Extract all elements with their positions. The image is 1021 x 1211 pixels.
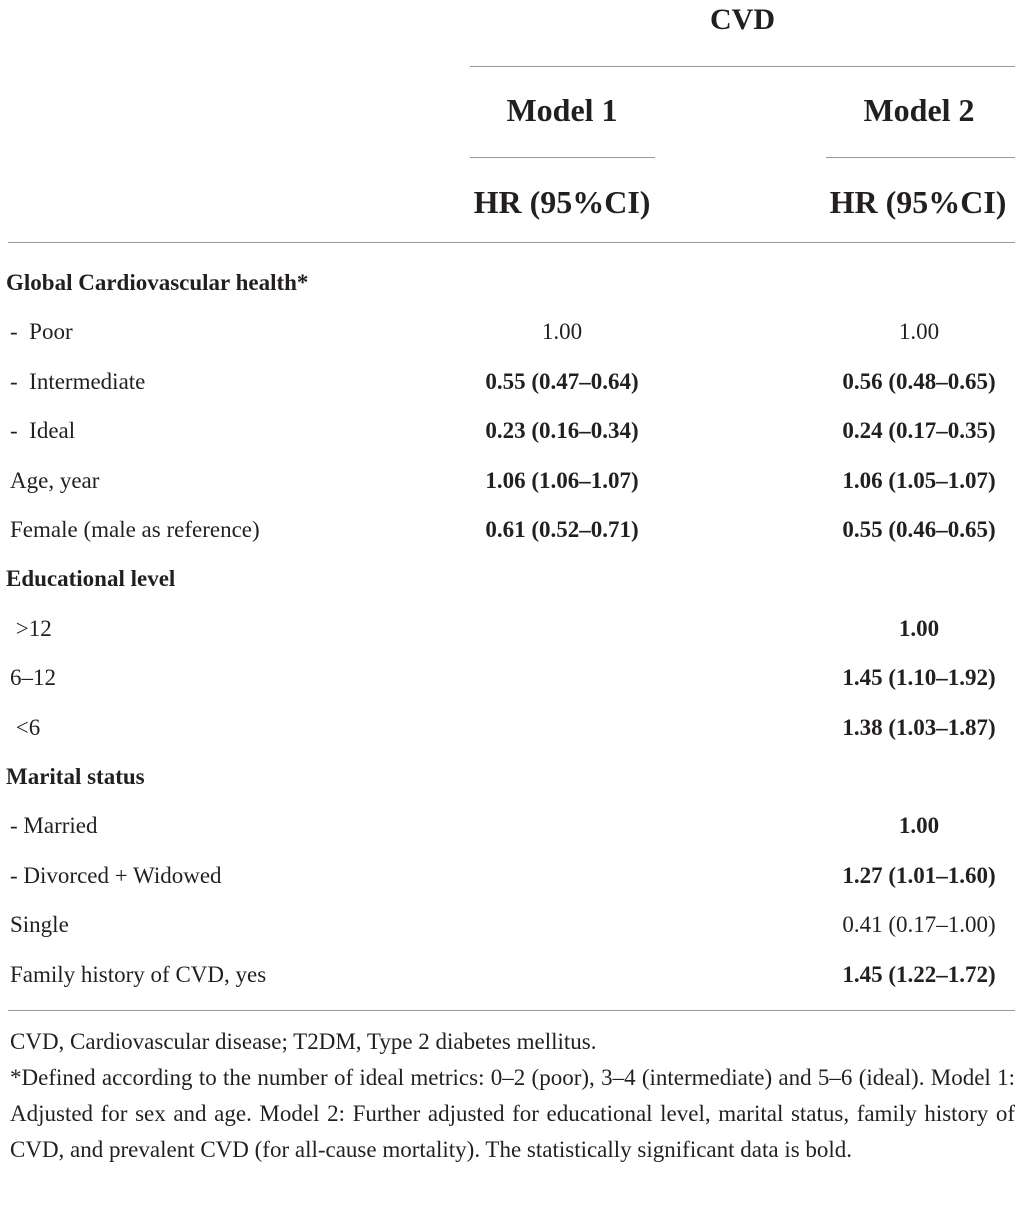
- table-footnotes: [10, 1024, 1015, 1168]
- model2-cell: 1.38 (1.03–1.87): [842, 714, 996, 740]
- header-rule-cvd: [470, 66, 1015, 67]
- model2-cell: 0.41 (0.17–1.00): [842, 912, 996, 938]
- model1-cell: 1.00: [541, 319, 583, 345]
- row-label: <6: [10, 714, 41, 740]
- hr-header-model1: HR (95%CI): [473, 184, 651, 220]
- table-row: [0, 362, 1021, 402]
- section-row: [0, 263, 1021, 303]
- hr-header-model2: HR (95%CI): [829, 184, 1007, 220]
- model2-cell: 1.00: [898, 615, 940, 641]
- model2-cell: 1.45 (1.22–1.72): [842, 961, 996, 987]
- row-label: Global Cardiovascular health*: [6, 270, 309, 295]
- table-row: [0, 806, 1021, 846]
- abbreviation-footnote: CVD, Cardiovascular disease; T2DM, Type 2 diabetes mellitus.: [10, 1029, 597, 1054]
- row-label: Educational level: [6, 566, 176, 592]
- model2-cell: 0.56 (0.48–0.65): [842, 368, 996, 394]
- model1-cell: 0.55 (0.47–0.64): [485, 368, 639, 394]
- model2-header: Model 2: [863, 92, 975, 128]
- table-row: [0, 658, 1021, 698]
- model1-header: Model 1: [506, 92, 618, 128]
- model1-cell: 0.23 (0.16–0.34): [485, 418, 639, 444]
- model2-cell: 0.55 (0.46–0.65): [842, 517, 996, 542]
- model2-cell: 1.00: [898, 813, 940, 839]
- header-rule-model1: [470, 157, 655, 158]
- model2-cell: 1.00: [898, 319, 940, 345]
- row-label: Female (male as reference): [10, 517, 260, 542]
- header-bottom-rule: [8, 242, 1015, 243]
- model1-cell: 0.61 (0.52–0.71): [485, 517, 639, 542]
- model2-cell: 1.45 (1.10–1.92): [842, 665, 996, 691]
- row-label: Single: [10, 912, 69, 938]
- section-row: [0, 757, 1021, 797]
- table-row: [0, 708, 1021, 748]
- table-row: [0, 510, 1021, 550]
- definition-footnote: *Defined according to the number of ideal metrics: 0–2 (poor), 3–4 (intermediate) and 5–6 (ideal). Model 1: Adjusted for sex and age. Model 2: Further adjusted for educational level, marital status, family history of CVD, and prevalent CVD (for all-cause mortality). The statistically significant data is bold.: [10, 1065, 1015, 1162]
- row-label: - Poor: [10, 319, 73, 345]
- section-row: [0, 559, 1021, 599]
- row-label: >12: [10, 615, 52, 641]
- model2-cell: 0.24 (0.17–0.35): [842, 418, 996, 444]
- row-label: - Married: [10, 813, 98, 839]
- table-row: [0, 856, 1021, 896]
- table-row: [0, 609, 1021, 649]
- row-label: Family history of CVD, yes: [10, 961, 267, 987]
- table-row: [0, 461, 1021, 501]
- table-bottom-rule: [8, 1010, 1015, 1011]
- model2-cell: 1.06 (1.05–1.07): [842, 467, 996, 493]
- row-label: Age, year: [10, 467, 100, 493]
- table-row: [0, 955, 1021, 995]
- table-row: [0, 905, 1021, 945]
- row-label: - Intermediate: [10, 368, 146, 394]
- header-rule-model2: [826, 157, 1015, 158]
- row-label: Marital status: [6, 764, 145, 789]
- table-row: [0, 312, 1021, 352]
- table-row: [0, 411, 1021, 451]
- row-label: 6–12: [10, 665, 56, 691]
- group-header-cvd: CVD: [710, 3, 775, 36]
- model1-cell: 1.06 (1.06–1.07): [485, 467, 639, 493]
- row-label: - Ideal: [10, 418, 76, 444]
- row-label: - Divorced + Widowed: [10, 862, 222, 888]
- model2-cell: 1.27 (1.01–1.60): [842, 862, 996, 888]
